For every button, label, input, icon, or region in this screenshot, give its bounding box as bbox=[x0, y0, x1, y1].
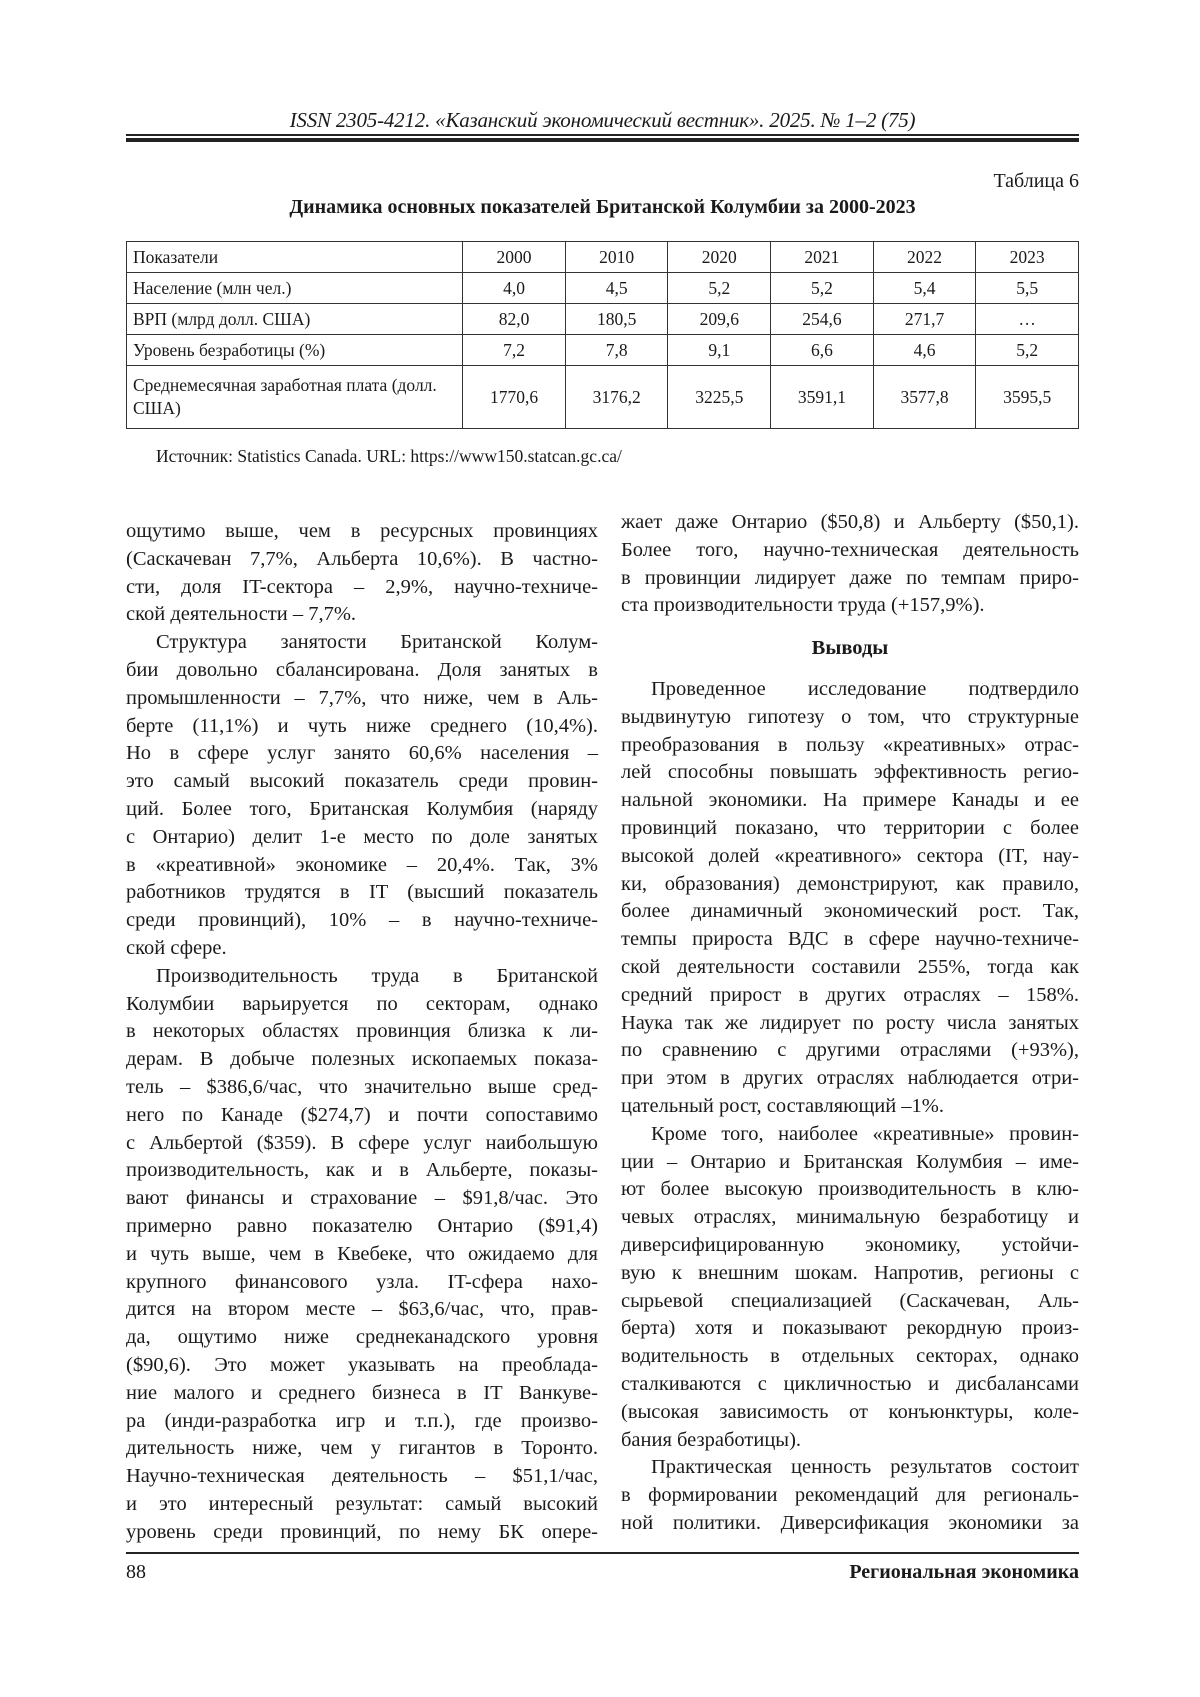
running-head: ISSN 2305-4212. «Казанский экономический вестник». 2025. № 1–2 (75) bbox=[289, 108, 916, 132]
table-cell: Уровень безработицы (%) bbox=[127, 335, 463, 366]
table-cell: Население (млн чел.) bbox=[127, 273, 463, 304]
table-header-cell: 2020 bbox=[668, 242, 771, 273]
text-line: Наука так же лидирует по росту числа занятых bbox=[621, 1011, 1079, 1034]
header-rule-thick bbox=[126, 138, 1079, 142]
text-line: цательный рост, составляющий –1%. bbox=[621, 1094, 944, 1117]
table-title: Динамика основных показателей Британской Колумбии за 2000-2023 bbox=[289, 196, 916, 218]
section-heading-conclusions: Выводы bbox=[811, 637, 889, 659]
text-line: (Саскачеван 7,7%, Альберта 10,6%). В частно- bbox=[126, 547, 598, 570]
table-header-cell: 2010 bbox=[565, 242, 668, 273]
table-header-cell: 2023 bbox=[976, 242, 1079, 273]
text-line: среди провинций), 10% – в научно-техниче- bbox=[126, 909, 598, 932]
table-cell: 4,6 bbox=[873, 335, 976, 366]
text-line: ной политики. Диверсификация экономики за bbox=[621, 1511, 1079, 1534]
table-cell: Среднемесячная заработная плата (долл. США) bbox=[127, 366, 463, 429]
table-cell: 180,5 bbox=[565, 304, 668, 335]
table-cell: 5,2 bbox=[976, 335, 1079, 366]
text-line: ние малого и среднего бизнеса в IT Ванкуве- bbox=[126, 1381, 598, 1404]
table-header-cell: Показатели bbox=[127, 242, 463, 273]
text-line: Кроме того, наиболее «креативные» провин- bbox=[651, 1122, 1079, 1145]
text-line: берте (11,1%) и чуть ниже среднего (10,4%). bbox=[126, 714, 598, 737]
table-header-row bbox=[127, 242, 1079, 273]
text-line: тель – $386,6/час, что значительно выше сред- bbox=[126, 1075, 598, 1098]
text-line: дится на втором месте – $63,6/час, что, прав- bbox=[126, 1298, 598, 1321]
text-line: высокой долей «креативного» сектора (IT, нау- bbox=[621, 844, 1079, 867]
text-line: более динамичный экономический рост. Так, bbox=[621, 900, 1079, 923]
text-line: ки, образования) демонстрируют, как правило, bbox=[621, 872, 1079, 895]
right-text-column-top bbox=[621, 509, 1079, 620]
text-line: водительность в отдельных секторах, однако bbox=[621, 1345, 1079, 1368]
indicators-table bbox=[126, 241, 1079, 429]
text-line: производительность, как и в Альберте, показы- bbox=[126, 1159, 598, 1182]
table-cell: 254,6 bbox=[771, 304, 874, 335]
table-cell: 9,1 bbox=[668, 335, 771, 366]
table-header-cell: 2022 bbox=[873, 242, 976, 273]
table-cell: 4,5 bbox=[565, 273, 668, 304]
left-text-column bbox=[126, 518, 598, 1546]
text-line: (высокая зависимость от конъюнктуры, коле- bbox=[621, 1400, 1079, 1423]
text-line: ции – Онтарио и Британская Колумбия – име- bbox=[621, 1150, 1079, 1173]
text-line: это самый высокий показатель среди провин- bbox=[126, 770, 598, 793]
paragraph bbox=[621, 1454, 1079, 1537]
text-line: Производительность труда в Британской bbox=[156, 964, 598, 987]
table-row bbox=[127, 304, 1079, 335]
paragraph bbox=[621, 1121, 1079, 1455]
table-cell: 1770,6 bbox=[463, 366, 566, 429]
text-line: Более того, научно-техническая деятельность bbox=[621, 538, 1079, 561]
table-header-cell: 2000 bbox=[463, 242, 566, 273]
text-line: ской сфере. bbox=[126, 936, 227, 959]
text-line: ций. Более того, Британская Колумбия (наряду bbox=[126, 797, 598, 820]
text-line: бии довольно сбалансирована. Доля занятых в bbox=[126, 658, 598, 681]
footer-rule bbox=[126, 1552, 1079, 1554]
paragraph bbox=[126, 629, 598, 963]
text-line: сырьевой специализацией (Саскачеван, Аль- bbox=[621, 1289, 1079, 1312]
text-line: Практическая ценность результатов состоит bbox=[651, 1456, 1079, 1479]
text-line: при этом в других отраслях наблюдается отри- bbox=[621, 1067, 1079, 1090]
table-cell: 3595,5 bbox=[976, 366, 1079, 429]
text-line: в формировании рекомендаций для региональ- bbox=[621, 1484, 1079, 1507]
table-header-cell: 2021 bbox=[771, 242, 874, 273]
table-row bbox=[127, 335, 1079, 366]
text-line: ской деятельности – 7,7%. bbox=[126, 603, 357, 626]
table-cell: 3591,1 bbox=[771, 366, 874, 429]
text-line: ощутимо выше, чем в ресурсных провинциях bbox=[126, 520, 598, 542]
paragraph bbox=[621, 509, 1079, 620]
text-line: Но в сфере услуг занято 60,6% населения – bbox=[126, 742, 598, 765]
text-line: да, ощутимо ниже среднеканадского уровня bbox=[126, 1326, 598, 1349]
text-line: Колумбии варьируется по секторам, однако bbox=[126, 992, 598, 1015]
table-cell: ВРП (млрд долл. США) bbox=[127, 304, 463, 335]
table-cell: 4,0 bbox=[463, 273, 566, 304]
text-line: жает даже Онтарио ($50,8) и Альберту ($50,1). bbox=[621, 511, 1079, 533]
text-line: уровень среди провинций, по нему БК опере- bbox=[126, 1520, 598, 1543]
text-line: чевых отраслях, минимальную безработицу и bbox=[621, 1206, 1079, 1229]
table-cell: 5,2 bbox=[771, 273, 874, 304]
table-cell: 271,7 bbox=[873, 304, 976, 335]
table-cell: … bbox=[976, 304, 1079, 335]
text-line: по сравнению с другими отраслями (+93%), bbox=[621, 1039, 1079, 1062]
paragraph bbox=[621, 676, 1079, 1121]
text-line: ют более высокую производительность в клю- bbox=[621, 1178, 1079, 1201]
text-line: промышленности – 7,7%, что ниже, чем в Аль- bbox=[126, 686, 598, 709]
text-line: сталкиваются с цикличностью и дисбалансами bbox=[621, 1372, 1079, 1395]
table-cell: 5,2 bbox=[668, 273, 771, 304]
text-line: диверсифицированную экономику, устойчи- bbox=[621, 1233, 1079, 1256]
table-cell: 5,5 bbox=[976, 273, 1079, 304]
text-line: ра (инди-разработка игр и т.п.), где произво- bbox=[126, 1409, 598, 1432]
text-line: сти, доля IT-сектора – 2,9%, научно-техниче- bbox=[126, 575, 598, 598]
text-line: нальной экономики. На примере Канады и ее bbox=[621, 789, 1079, 812]
text-line: вают финансы и страхование – $91,8/час. Это bbox=[126, 1187, 598, 1210]
text-line: крупного финансового узла. IT-сфера нахо- bbox=[126, 1270, 598, 1293]
table-row bbox=[127, 273, 1079, 304]
table-cell: 3176,2 bbox=[565, 366, 668, 429]
text-line: средний прирост в других отраслях – 158%. bbox=[621, 983, 1079, 1006]
header-rule bbox=[126, 134, 1079, 136]
paragraph bbox=[126, 518, 598, 629]
paragraph bbox=[126, 963, 598, 1547]
footer-section-name: Региональная экономика bbox=[849, 1561, 1079, 1583]
table-row bbox=[127, 366, 1079, 429]
right-text-column-bottom bbox=[621, 676, 1079, 1538]
text-line: в некоторых областях провинция близка к ли- bbox=[126, 1020, 598, 1043]
table-cell: 82,0 bbox=[463, 304, 566, 335]
text-line: выдвинутую гипотезу о том, что структурные bbox=[621, 705, 1079, 728]
text-line: с Альбертой ($359). В сфере услуг наибольшую bbox=[126, 1131, 598, 1154]
text-line: и это интересный результат: самый высокий bbox=[126, 1492, 598, 1515]
text-line: темпы прироста ВДС в сфере научно-техниче- bbox=[621, 928, 1079, 951]
text-line: ста производительности труда (+157,9%). bbox=[621, 594, 985, 617]
table-number: Таблица 6 bbox=[993, 170, 1079, 192]
table-cell: 6,6 bbox=[771, 335, 874, 366]
text-line: него по Канаде ($274,7) и почти сопоставимо bbox=[126, 1103, 598, 1126]
text-line: в «креативной» экономике – 20,4%. Так, 3% bbox=[126, 853, 598, 876]
table-cell: 209,6 bbox=[668, 304, 771, 335]
text-line: берта) хотя и показывают рекордную произ- bbox=[621, 1317, 1079, 1340]
text-line: дительность ниже, чем у гигантов в Торонто. bbox=[126, 1437, 598, 1460]
text-line: ($90,6). Это может указывать на преоблада- bbox=[126, 1353, 598, 1376]
text-line: в провинции лидирует даже по темпам приро- bbox=[621, 566, 1079, 589]
table-cell: 7,2 bbox=[463, 335, 566, 366]
text-line: бания безработицы). bbox=[621, 1428, 802, 1451]
text-line: дерам. В добыче полезных ископаемых показа- bbox=[126, 1048, 598, 1071]
text-line: ской деятельности составили 255%, тогда как bbox=[621, 955, 1079, 978]
text-line: лей способны повышать эффективность регио- bbox=[621, 761, 1079, 784]
text-line: преобразования в пользу «креативных» отрас- bbox=[621, 733, 1079, 756]
table-cell: 5,4 bbox=[873, 273, 976, 304]
page-number: 88 bbox=[126, 1561, 146, 1583]
text-line: примерно равно показателю Онтарио ($91,4) bbox=[126, 1214, 598, 1237]
table-source: Источник: Statistics Canada. URL: https://www150.statcan.gc.ca/ bbox=[156, 446, 622, 466]
text-line: Проведенное исследование подтвердило bbox=[651, 678, 1079, 700]
table-cell: 7,8 bbox=[565, 335, 668, 366]
text-line: Научно-техническая деятельность – $51,1/час, bbox=[126, 1465, 598, 1488]
text-line: работников трудятся в IT (высший показатель bbox=[126, 881, 598, 904]
text-line: вую к внешним шокам. Напротив, регионы с bbox=[621, 1261, 1079, 1284]
table-cell: 3225,5 bbox=[668, 366, 771, 429]
text-line: и чуть выше, чем в Квебеке, что ожидаемо для bbox=[126, 1242, 598, 1265]
text-line: провинций показано, что территории с более bbox=[621, 816, 1079, 839]
text-line: Структура занятости Британской Колум- bbox=[156, 631, 598, 654]
table-cell: 3577,8 bbox=[873, 366, 976, 429]
text-line: с Онтарио) делит 1-е место по доле занятых bbox=[126, 825, 598, 848]
